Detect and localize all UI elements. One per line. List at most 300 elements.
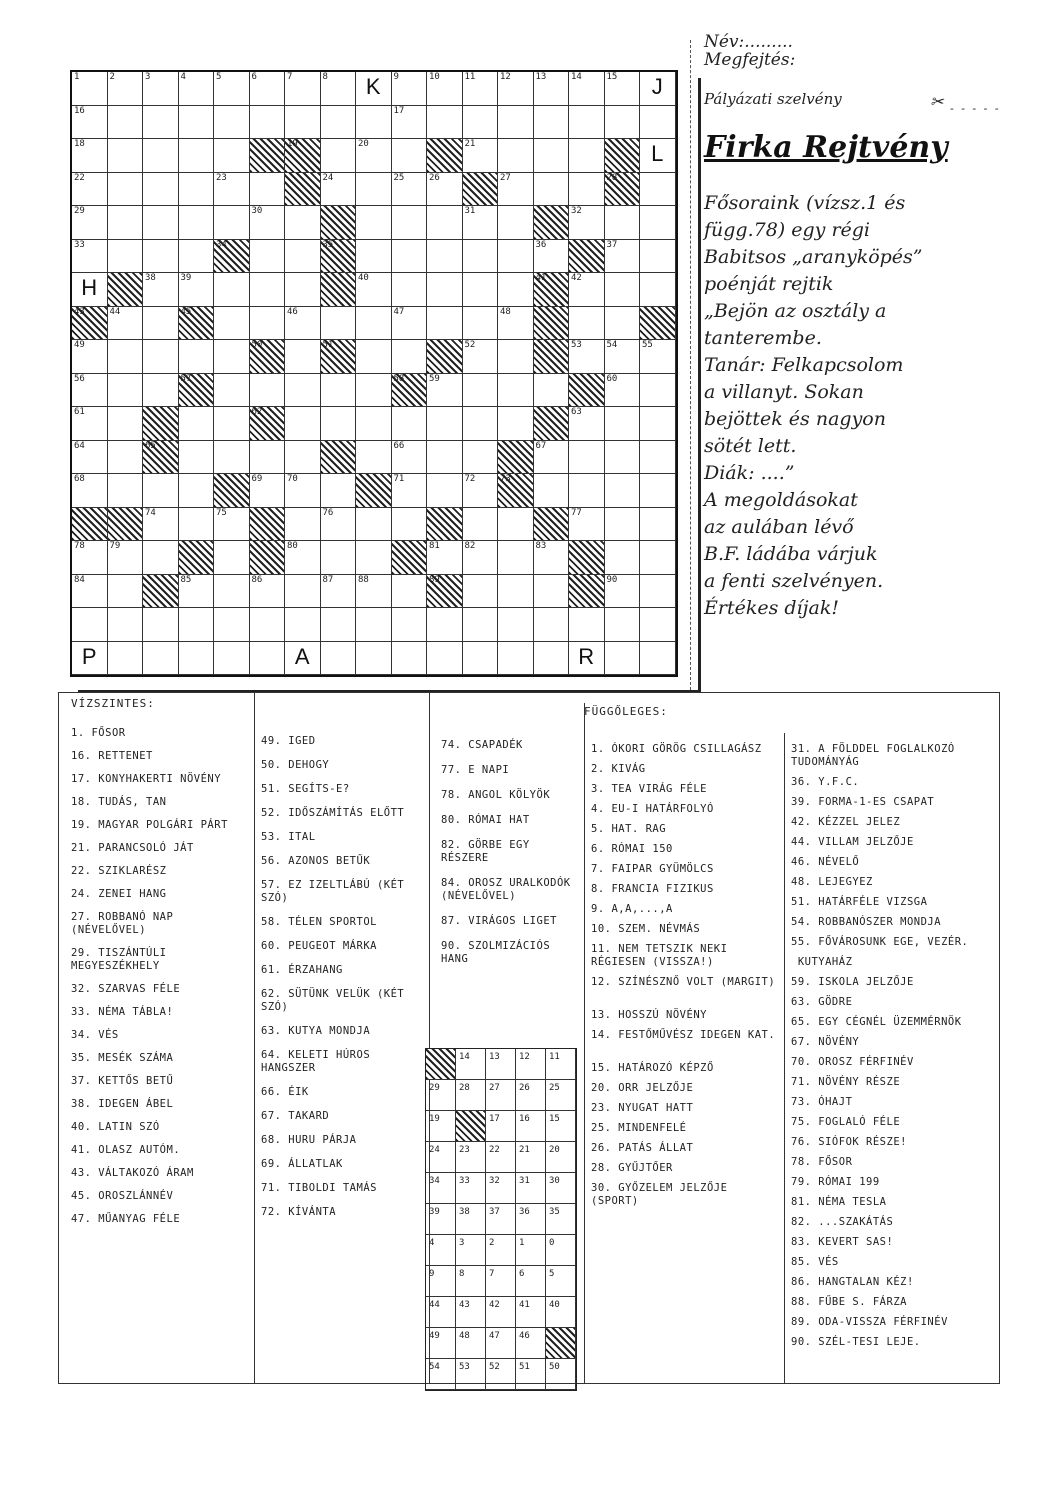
grid-cell[interactable] <box>427 206 463 240</box>
grid-cell[interactable] <box>569 139 605 173</box>
mini-cell[interactable] <box>546 1359 576 1390</box>
grid-cell[interactable] <box>108 474 144 508</box>
mini-cell[interactable] <box>516 1204 546 1235</box>
grid-cell[interactable] <box>356 407 392 441</box>
grid-cell[interactable] <box>640 240 676 274</box>
grid-cell[interactable] <box>108 106 144 140</box>
grid-cell[interactable] <box>498 106 534 140</box>
grid-cell[interactable] <box>427 374 463 408</box>
grid-cell[interactable] <box>640 206 676 240</box>
grid-cell[interactable] <box>108 139 144 173</box>
grid-cell[interactable] <box>392 72 428 106</box>
grid-cell[interactable] <box>108 374 144 408</box>
grid-cell[interactable] <box>250 106 286 140</box>
grid-cell[interactable] <box>392 307 428 341</box>
grid-cell[interactable] <box>321 474 357 508</box>
grid-cell[interactable] <box>143 72 179 106</box>
mini-cell[interactable] <box>456 1142 486 1173</box>
mini-cell[interactable] <box>486 1142 516 1173</box>
grid-cell[interactable] <box>179 608 215 642</box>
grid-cell[interactable] <box>143 106 179 140</box>
grid-cell[interactable] <box>463 575 499 609</box>
grid-cell[interactable] <box>179 139 215 173</box>
grid-cell[interactable] <box>427 474 463 508</box>
grid-cell[interactable] <box>534 441 570 475</box>
solution-line[interactable]: Megfejtés: <box>704 50 796 70</box>
grid-cell[interactable] <box>605 206 641 240</box>
mini-cell[interactable] <box>546 1049 576 1080</box>
grid-cell[interactable] <box>498 139 534 173</box>
mini-cell[interactable] <box>516 1142 546 1173</box>
grid-cell[interactable] <box>569 206 605 240</box>
grid-cell[interactable] <box>72 441 108 475</box>
grid-cell[interactable] <box>72 173 108 207</box>
grid-cell[interactable] <box>427 240 463 274</box>
mini-cell[interactable] <box>486 1297 516 1328</box>
grid-cell[interactable] <box>640 374 676 408</box>
grid-cell[interactable] <box>392 273 428 307</box>
mini-cell[interactable] <box>516 1111 546 1142</box>
grid-cell[interactable] <box>427 441 463 475</box>
grid-cell[interactable] <box>179 240 215 274</box>
grid-cell[interactable] <box>498 340 534 374</box>
grid-cell[interactable] <box>463 240 499 274</box>
grid-cell[interactable] <box>534 541 570 575</box>
grid-cell[interactable] <box>605 273 641 307</box>
mini-cell[interactable] <box>426 1111 456 1142</box>
grid-cell[interactable] <box>356 106 392 140</box>
grid-cell[interactable] <box>569 441 605 475</box>
grid-cell[interactable] <box>143 206 179 240</box>
grid-cell[interactable] <box>108 541 144 575</box>
grid-cell[interactable] <box>534 575 570 609</box>
grid-cell[interactable] <box>214 139 250 173</box>
grid-cell[interactable] <box>392 642 428 676</box>
mini-cell[interactable] <box>426 1359 456 1390</box>
grid-cell[interactable] <box>108 642 144 676</box>
grid-cell[interactable] <box>392 106 428 140</box>
grid-cell[interactable] <box>463 608 499 642</box>
grid-cell[interactable] <box>498 72 534 106</box>
grid-cell[interactable] <box>285 340 321 374</box>
grid-cell[interactable] <box>392 206 428 240</box>
grid-cell[interactable] <box>356 608 392 642</box>
grid-cell[interactable] <box>463 72 499 106</box>
grid-cell[interactable] <box>392 608 428 642</box>
grid-cell[interactable] <box>108 608 144 642</box>
mini-cell[interactable] <box>426 1235 456 1266</box>
grid-cell[interactable] <box>569 508 605 542</box>
grid-cell[interactable] <box>605 541 641 575</box>
mini-cell[interactable] <box>456 1204 486 1235</box>
grid-cell[interactable] <box>569 273 605 307</box>
grid-cell[interactable] <box>463 273 499 307</box>
grid-cell[interactable] <box>108 240 144 274</box>
grid-cell[interactable] <box>640 273 676 307</box>
mini-cell[interactable] <box>486 1359 516 1390</box>
grid-cell[interactable] <box>143 173 179 207</box>
grid-cell[interactable] <box>72 575 108 609</box>
grid-cell[interactable] <box>179 575 215 609</box>
grid-cell[interactable] <box>569 307 605 341</box>
grid-cell[interactable] <box>72 474 108 508</box>
grid-cell[interactable] <box>392 139 428 173</box>
grid-cell[interactable] <box>534 474 570 508</box>
grid-cell[interactable] <box>108 173 144 207</box>
grid-cell[interactable] <box>356 508 392 542</box>
grid-cell[interactable] <box>356 173 392 207</box>
grid-cell[interactable] <box>392 340 428 374</box>
grid-cell[interactable] <box>214 508 250 542</box>
grid-cell[interactable] <box>356 206 392 240</box>
grid-cell[interactable] <box>392 240 428 274</box>
grid-cell[interactable] <box>534 642 570 676</box>
grid-cell[interactable] <box>640 608 676 642</box>
mini-cell[interactable] <box>486 1328 516 1359</box>
mini-cell[interactable] <box>516 1297 546 1328</box>
grid-cell[interactable] <box>285 642 321 676</box>
grid-cell[interactable] <box>463 307 499 341</box>
grid-cell[interactable] <box>250 240 286 274</box>
grid-cell[interactable] <box>108 206 144 240</box>
grid-cell[interactable] <box>285 240 321 274</box>
mini-cell[interactable] <box>486 1049 516 1080</box>
grid-cell[interactable] <box>214 106 250 140</box>
grid-cell[interactable] <box>72 273 108 307</box>
grid-cell[interactable] <box>72 374 108 408</box>
grid-cell[interactable] <box>72 407 108 441</box>
grid-cell[interactable] <box>250 575 286 609</box>
grid-cell[interactable] <box>605 575 641 609</box>
grid-cell[interactable] <box>463 474 499 508</box>
grid-cell[interactable] <box>321 139 357 173</box>
mini-cell[interactable] <box>516 1173 546 1204</box>
grid-cell[interactable] <box>356 307 392 341</box>
grid-cell[interactable] <box>640 407 676 441</box>
grid-cell[interactable] <box>143 474 179 508</box>
mini-cell[interactable] <box>546 1204 576 1235</box>
grid-cell[interactable] <box>108 340 144 374</box>
grid-cell[interactable] <box>498 374 534 408</box>
grid-cell[interactable] <box>356 240 392 274</box>
grid-cell[interactable] <box>285 374 321 408</box>
grid-cell[interactable] <box>463 508 499 542</box>
grid-cell[interactable] <box>569 72 605 106</box>
grid-cell[interactable] <box>321 106 357 140</box>
grid-cell[interactable] <box>534 240 570 274</box>
mini-cell[interactable] <box>546 1173 576 1204</box>
grid-cell[interactable] <box>640 106 676 140</box>
grid-cell[interactable] <box>321 608 357 642</box>
grid-cell[interactable] <box>427 173 463 207</box>
grid-cell[interactable] <box>463 374 499 408</box>
grid-cell[interactable] <box>534 173 570 207</box>
grid-cell[interactable] <box>214 340 250 374</box>
grid-cell[interactable] <box>143 508 179 542</box>
mini-cell[interactable] <box>456 1049 486 1080</box>
grid-cell[interactable] <box>214 206 250 240</box>
mini-cell[interactable] <box>486 1173 516 1204</box>
grid-cell[interactable] <box>392 173 428 207</box>
grid-cell[interactable] <box>427 608 463 642</box>
grid-cell[interactable] <box>321 307 357 341</box>
mini-cell[interactable] <box>486 1266 516 1297</box>
grid-cell[interactable] <box>72 106 108 140</box>
grid-cell[interactable] <box>250 474 286 508</box>
grid-cell[interactable] <box>605 307 641 341</box>
grid-cell[interactable] <box>179 508 215 542</box>
grid-cell[interactable] <box>356 642 392 676</box>
grid-cell[interactable] <box>463 340 499 374</box>
grid-cell[interactable] <box>179 72 215 106</box>
grid-cell[interactable] <box>498 240 534 274</box>
grid-cell[interactable] <box>179 273 215 307</box>
grid-cell[interactable] <box>498 173 534 207</box>
mini-cell[interactable] <box>426 1266 456 1297</box>
grid-cell[interactable] <box>179 642 215 676</box>
grid-cell[interactable] <box>356 139 392 173</box>
grid-cell[interactable] <box>463 441 499 475</box>
grid-cell[interactable] <box>321 541 357 575</box>
grid-cell[interactable] <box>321 72 357 106</box>
grid-cell[interactable] <box>72 642 108 676</box>
grid-cell[interactable] <box>569 608 605 642</box>
grid-cell[interactable] <box>605 240 641 274</box>
grid-cell[interactable] <box>214 441 250 475</box>
grid-cell[interactable] <box>214 407 250 441</box>
grid-cell[interactable] <box>356 340 392 374</box>
mini-cell[interactable] <box>516 1049 546 1080</box>
grid-cell[interactable] <box>285 474 321 508</box>
grid-cell[interactable] <box>179 106 215 140</box>
grid-cell[interactable] <box>72 139 108 173</box>
mini-cell[interactable] <box>486 1080 516 1111</box>
mini-cell[interactable] <box>486 1235 516 1266</box>
grid-cell[interactable] <box>214 273 250 307</box>
grid-cell[interactable] <box>143 240 179 274</box>
grid-cell[interactable] <box>640 139 676 173</box>
mini-cell[interactable] <box>516 1266 546 1297</box>
grid-cell[interactable] <box>143 541 179 575</box>
mini-cell[interactable] <box>456 1266 486 1297</box>
grid-cell[interactable] <box>108 575 144 609</box>
mini-cell[interactable] <box>546 1080 576 1111</box>
grid-cell[interactable] <box>498 273 534 307</box>
grid-cell[interactable] <box>605 407 641 441</box>
grid-cell[interactable] <box>605 106 641 140</box>
grid-cell[interactable] <box>569 642 605 676</box>
grid-cell[interactable] <box>356 575 392 609</box>
grid-cell[interactable] <box>498 508 534 542</box>
mini-cell[interactable] <box>426 1328 456 1359</box>
grid-cell[interactable] <box>250 374 286 408</box>
grid-cell[interactable] <box>427 106 463 140</box>
grid-cell[interactable] <box>640 642 676 676</box>
grid-cell[interactable] <box>640 340 676 374</box>
grid-cell[interactable] <box>427 407 463 441</box>
mini-cell[interactable] <box>546 1235 576 1266</box>
grid-cell[interactable] <box>569 340 605 374</box>
grid-cell[interactable] <box>72 72 108 106</box>
grid-cell[interactable] <box>427 541 463 575</box>
grid-cell[interactable] <box>108 307 144 341</box>
grid-cell[interactable] <box>534 106 570 140</box>
grid-cell[interactable] <box>285 206 321 240</box>
grid-cell[interactable] <box>356 72 392 106</box>
grid-cell[interactable] <box>285 106 321 140</box>
grid-cell[interactable] <box>143 273 179 307</box>
grid-cell[interactable] <box>569 474 605 508</box>
grid-cell[interactable] <box>250 173 286 207</box>
grid-cell[interactable] <box>285 608 321 642</box>
grid-cell[interactable] <box>72 340 108 374</box>
mini-cell[interactable] <box>546 1266 576 1297</box>
mini-cell[interactable] <box>516 1235 546 1266</box>
grid-cell[interactable] <box>605 642 641 676</box>
grid-cell[interactable] <box>72 541 108 575</box>
grid-cell[interactable] <box>285 541 321 575</box>
grid-cell[interactable] <box>250 206 286 240</box>
grid-cell[interactable] <box>463 541 499 575</box>
grid-cell[interactable] <box>179 474 215 508</box>
grid-cell[interactable] <box>463 642 499 676</box>
grid-cell[interactable] <box>285 441 321 475</box>
mini-cell[interactable] <box>426 1173 456 1204</box>
mini-cell[interactable] <box>426 1204 456 1235</box>
grid-cell[interactable] <box>321 407 357 441</box>
grid-cell[interactable] <box>498 575 534 609</box>
grid-cell[interactable] <box>214 374 250 408</box>
grid-cell[interactable] <box>321 508 357 542</box>
grid-cell[interactable] <box>250 72 286 106</box>
grid-cell[interactable] <box>534 374 570 408</box>
grid-cell[interactable] <box>72 608 108 642</box>
mini-cell[interactable] <box>516 1328 546 1359</box>
mini-cell[interactable] <box>456 1359 486 1390</box>
grid-cell[interactable] <box>392 407 428 441</box>
grid-cell[interactable] <box>321 575 357 609</box>
grid-cell[interactable] <box>356 273 392 307</box>
grid-cell[interactable] <box>250 273 286 307</box>
grid-cell[interactable] <box>427 642 463 676</box>
grid-cell[interactable] <box>179 173 215 207</box>
grid-cell[interactable] <box>285 508 321 542</box>
mini-cell[interactable] <box>516 1080 546 1111</box>
grid-cell[interactable] <box>427 273 463 307</box>
grid-cell[interactable] <box>143 307 179 341</box>
grid-cell[interactable] <box>427 72 463 106</box>
grid-cell[interactable] <box>356 374 392 408</box>
grid-cell[interactable] <box>179 441 215 475</box>
grid-cell[interactable] <box>605 340 641 374</box>
grid-cell[interactable] <box>179 340 215 374</box>
grid-cell[interactable] <box>214 575 250 609</box>
mini-cell[interactable] <box>546 1297 576 1328</box>
grid-cell[interactable] <box>605 474 641 508</box>
grid-cell[interactable] <box>463 407 499 441</box>
grid-cell[interactable] <box>498 407 534 441</box>
grid-cell[interactable] <box>640 541 676 575</box>
grid-cell[interactable] <box>569 173 605 207</box>
grid-cell[interactable] <box>250 608 286 642</box>
grid-cell[interactable] <box>143 374 179 408</box>
grid-cell[interactable] <box>108 441 144 475</box>
grid-cell[interactable] <box>463 206 499 240</box>
grid-cell[interactable] <box>321 374 357 408</box>
grid-cell[interactable] <box>214 541 250 575</box>
mini-cell[interactable] <box>456 1235 486 1266</box>
grid-cell[interactable] <box>108 407 144 441</box>
grid-cell[interactable] <box>214 307 250 341</box>
mini-cell[interactable] <box>456 1297 486 1328</box>
grid-cell[interactable] <box>392 441 428 475</box>
mini-cell[interactable] <box>546 1111 576 1142</box>
grid-cell[interactable] <box>534 139 570 173</box>
grid-cell[interactable] <box>285 575 321 609</box>
grid-cell[interactable] <box>498 307 534 341</box>
grid-cell[interactable] <box>72 206 108 240</box>
grid-cell[interactable] <box>72 240 108 274</box>
grid-cell[interactable] <box>179 407 215 441</box>
grid-cell[interactable] <box>285 407 321 441</box>
mini-cell[interactable] <box>486 1204 516 1235</box>
grid-cell[interactable] <box>321 642 357 676</box>
grid-cell[interactable] <box>250 441 286 475</box>
grid-cell[interactable] <box>392 508 428 542</box>
mini-cell[interactable] <box>486 1111 516 1142</box>
grid-cell[interactable] <box>285 273 321 307</box>
grid-cell[interactable] <box>498 608 534 642</box>
mini-cell[interactable] <box>456 1328 486 1359</box>
grid-cell[interactable] <box>356 541 392 575</box>
grid-cell[interactable] <box>640 173 676 207</box>
grid-cell[interactable] <box>214 642 250 676</box>
grid-cell[interactable] <box>214 72 250 106</box>
grid-cell[interactable] <box>143 139 179 173</box>
grid-cell[interactable] <box>605 508 641 542</box>
grid-cell[interactable] <box>321 173 357 207</box>
grid-cell[interactable] <box>214 173 250 207</box>
grid-cell[interactable] <box>463 106 499 140</box>
name-line[interactable]: Név:......... <box>704 32 793 52</box>
mini-cell[interactable] <box>546 1142 576 1173</box>
grid-cell[interactable] <box>392 474 428 508</box>
grid-cell[interactable] <box>108 72 144 106</box>
grid-cell[interactable] <box>605 374 641 408</box>
grid-cell[interactable] <box>143 608 179 642</box>
grid-cell[interactable] <box>605 441 641 475</box>
mini-cell[interactable] <box>516 1359 546 1390</box>
grid-cell[interactable] <box>179 206 215 240</box>
grid-cell[interactable] <box>640 72 676 106</box>
grid-cell[interactable] <box>250 642 286 676</box>
grid-cell[interactable] <box>640 508 676 542</box>
grid-cell[interactable] <box>640 575 676 609</box>
grid-cell[interactable] <box>534 72 570 106</box>
grid-cell[interactable] <box>498 206 534 240</box>
grid-cell[interactable] <box>498 642 534 676</box>
grid-cell[interactable] <box>534 608 570 642</box>
grid-cell[interactable] <box>392 575 428 609</box>
grid-cell[interactable] <box>250 307 286 341</box>
grid-cell[interactable] <box>214 608 250 642</box>
grid-cell[interactable] <box>498 541 534 575</box>
grid-cell[interactable] <box>143 642 179 676</box>
grid-cell[interactable] <box>569 407 605 441</box>
mini-cell[interactable] <box>426 1142 456 1173</box>
mini-cell[interactable] <box>426 1297 456 1328</box>
grid-cell[interactable] <box>640 441 676 475</box>
